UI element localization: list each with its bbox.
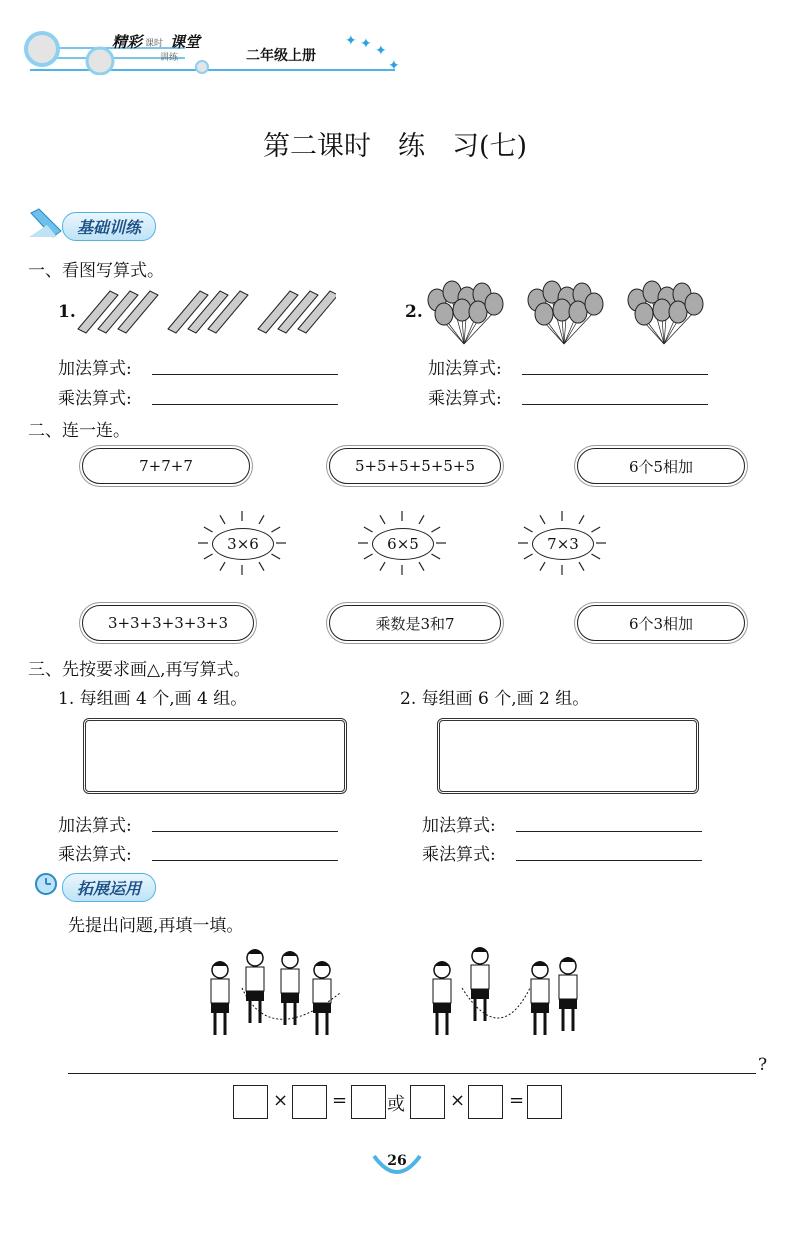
balloon [635,303,653,325]
instruction: 先提出问题,再填一填。 [68,916,244,936]
svg-text:✦: ✦ [360,36,372,52]
q3-item2: 2. 每组画 6 个,画 2 组。 [400,689,590,709]
pencils-image [76,285,336,335]
balloons-image [422,278,712,348]
question-mark: ? [758,1055,768,1075]
q1-item1-label: 1. [58,302,76,322]
section-badge-extend: 拓展运用 [62,873,156,902]
answer-line[interactable] [152,374,338,375]
sun-card[interactable]: 3×6 [212,528,274,560]
add-label: 加法算式: [58,816,132,836]
equals-sign: = [509,1090,525,1111]
q3-heading: 三、先按要求画△,再写算式。 [28,660,251,680]
balloon [535,303,553,325]
page-title: 第二课时 练 习(七) [262,131,528,162]
q2-heading: 二、连一连。 [28,421,130,441]
answer-line[interactable] [152,860,338,861]
answer-line[interactable] [516,860,702,861]
brand-badge-top: 课时 [145,39,164,49]
q1-item2-label: 2. [405,302,423,322]
cloud-card[interactable]: 6个5相加 [577,448,745,484]
answer-box[interactable] [468,1085,503,1119]
header-decoration [20,25,400,75]
svg-text:✦: ✦ [388,58,400,74]
add-label: 加法算式: [58,359,132,379]
cloud-card[interactable]: 3+3+3+3+3+3 [82,605,254,641]
answer-box[interactable] [410,1085,445,1119]
balloon [435,303,453,325]
balloon [669,301,687,323]
answer-box[interactable] [292,1085,327,1119]
page-number: 26 [387,1153,407,1169]
times-sign: × [450,1090,466,1111]
balloon [453,299,471,321]
answer-line[interactable] [152,404,338,405]
mul-label: 乘法算式: [428,389,502,409]
sun-card[interactable]: 7×3 [532,528,594,560]
grade-label: 二年级上册 [246,48,316,64]
answer-line[interactable] [516,831,702,832]
add-label: 加法算式: [422,816,496,836]
answer-line[interactable] [522,374,708,375]
drawing-box[interactable] [83,718,347,794]
pen-icon [27,207,67,239]
answer-box[interactable] [351,1085,386,1119]
cloud-card[interactable]: 7+7+7 [82,448,250,484]
q3-item1: 1. 每组画 4 个,画 4 组。 [58,689,248,709]
section-badge-basic: 基础训练 [62,212,156,241]
cloud-card[interactable]: 乘数是3和7 [329,605,501,641]
mul-label: 乘法算式: [58,845,132,865]
brand-left: 精彩 [112,33,143,51]
mul-label: 乘法算式: [422,845,496,865]
drawing-box[interactable] [437,718,699,794]
times-sign: × [273,1090,289,1111]
brand-right: 课堂 [170,33,201,51]
clock-icon [30,869,66,899]
svg-text:✦: ✦ [345,33,357,49]
cloud-card[interactable]: 5+5+5+5+5+5 [329,448,501,484]
balloon [553,299,571,321]
balloon [485,293,503,315]
balloon [653,299,671,321]
question-line[interactable] [68,1073,756,1074]
add-label: 加法算式: [428,359,502,379]
answer-box[interactable] [233,1085,268,1119]
equals-sign: = [332,1090,348,1111]
balloon [585,293,603,315]
balloon [469,301,487,323]
svg-text:✦: ✦ [375,43,387,59]
brand-badge-bottom: 训练 [160,53,179,63]
balloon [685,293,703,315]
sun-card[interactable]: 6×5 [372,528,434,560]
answer-box[interactable] [527,1085,562,1119]
answer-line[interactable] [152,831,338,832]
or-label: 或 [387,1094,405,1115]
jump-rope-children-image [200,938,600,1042]
answer-line[interactable] [522,404,708,405]
mul-label: 乘法算式: [58,389,132,409]
q1-heading: 一、看图写算式。 [28,261,164,281]
cloud-card[interactable]: 6个3相加 [577,605,745,641]
balloon [569,301,587,323]
